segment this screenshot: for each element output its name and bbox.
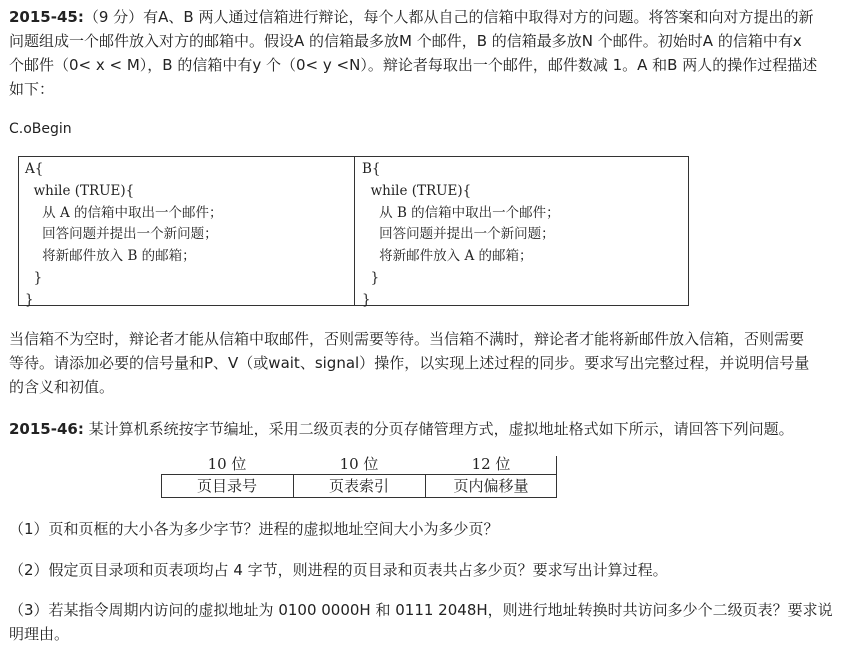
table-line: [161, 474, 162, 498]
q45-label: 2015-45:: [9, 8, 84, 26]
q45-after-line3: 的含义和初值。: [9, 378, 115, 396]
code-b-line: B{: [362, 161, 381, 177]
table-line: [425, 474, 426, 498]
cobegin-label: C.oBegin: [9, 121, 72, 137]
q45-text-line3: 个邮件（0< x < M），B 的信箱中有y 个（0< y <N）。辩论者每取出一个邮件，邮件数减 1。A 和B 两人的操作过程描述: [9, 56, 818, 74]
virtual-address-format: [161, 454, 557, 498]
q46-label: 2015-46:: [9, 420, 84, 438]
address-width-cell: 12 位: [471, 455, 511, 473]
code-b-line: }: [362, 269, 380, 286]
code-a-line: 从 A 的信箱中取出一个邮件；: [25, 204, 223, 221]
address-width-cell: 10 位: [339, 455, 379, 473]
q45-paragraph-line1: [9, 5, 859, 30]
code-b-line: 将新邮件放入 A 的邮箱；: [362, 248, 533, 265]
table-line: [293, 474, 294, 498]
address-field-cell: 页表索引: [328, 477, 389, 495]
q45-text-line2: 问题组成一个邮件放入对方的邮箱中。假设A 的信箱最多放M 个邮件，B 的信箱最多放N 个邮件。初始时A 的信箱中有x: [9, 32, 802, 50]
q45-text-line1: （9 分）有A、B 两人通过信箱进行辩论，每个人都从自己的信箱中取得对方的问题。将答案和向对方提出的新: [83, 8, 814, 26]
code-table: [18, 156, 689, 306]
address-field-cell: 页目录号: [196, 477, 257, 495]
q46-sub3-line1: （3）若某指令周期内访问的虚拟地址为 0100 0000H 和 0111 2048H，则进行地址转换时共访问多少个二级页表？要求说: [9, 601, 833, 619]
code-a-line: A{: [25, 161, 44, 177]
q45-text-line4: 如下：: [9, 80, 55, 98]
code-a-line: }: [25, 291, 34, 308]
code-a-line: }: [25, 269, 43, 286]
code-column-a: [25, 159, 223, 312]
address-field-cell: 页内偏移量: [453, 477, 529, 495]
q45-after-line2: 等待。请添加必要的信号量和P、V（或wait、signal）操作，以实现上述过程的同步。要求写出完整过程，并说明信号量: [9, 354, 810, 372]
code-column-b: [362, 159, 560, 312]
code-a-line: while (TRUE){: [25, 182, 135, 199]
code-b-line: while (TRUE){: [362, 182, 472, 199]
code-a-line: 回答问题并提出一个新问题；: [25, 226, 218, 243]
code-table-divider: [354, 157, 355, 305]
q46-sub3-line2: 明理由。: [9, 625, 70, 643]
code-b-line: 回答问题并提出一个新问题；: [362, 226, 555, 243]
q45-after-line1: 当信箱不为空时，辩论者才能从信箱中取邮件，否则需要等待。当信箱不满时，辩论者才能将新邮件放入信箱，否则需要: [9, 330, 805, 348]
q46-sub2: （2）假定页目录项和页表项均占 4 字节，则进程的页目录和页表共占多少页？要求写出计算过程。: [9, 561, 668, 579]
table-line: [161, 474, 557, 475]
q46-sub1: （1）页和页框的大小各为多少字节？进程的虚拟地址空间大小为多少页？: [9, 520, 499, 538]
table-line: [556, 456, 557, 498]
code-b-line: }: [362, 291, 371, 308]
q46-text: 某计算机系统按字节编址，采用二级页表的分页存储管理方式，虚拟地址格式如下所示，请回答下列问题。: [88, 420, 794, 438]
table-line: [161, 497, 557, 498]
q46-paragraph: [9, 417, 859, 442]
code-a-line: 将新邮件放入 B 的邮箱；: [25, 248, 196, 265]
code-b-line: 从 B 的信箱中取出一个邮件；: [362, 204, 560, 221]
address-width-cell: 10 位: [207, 455, 247, 473]
